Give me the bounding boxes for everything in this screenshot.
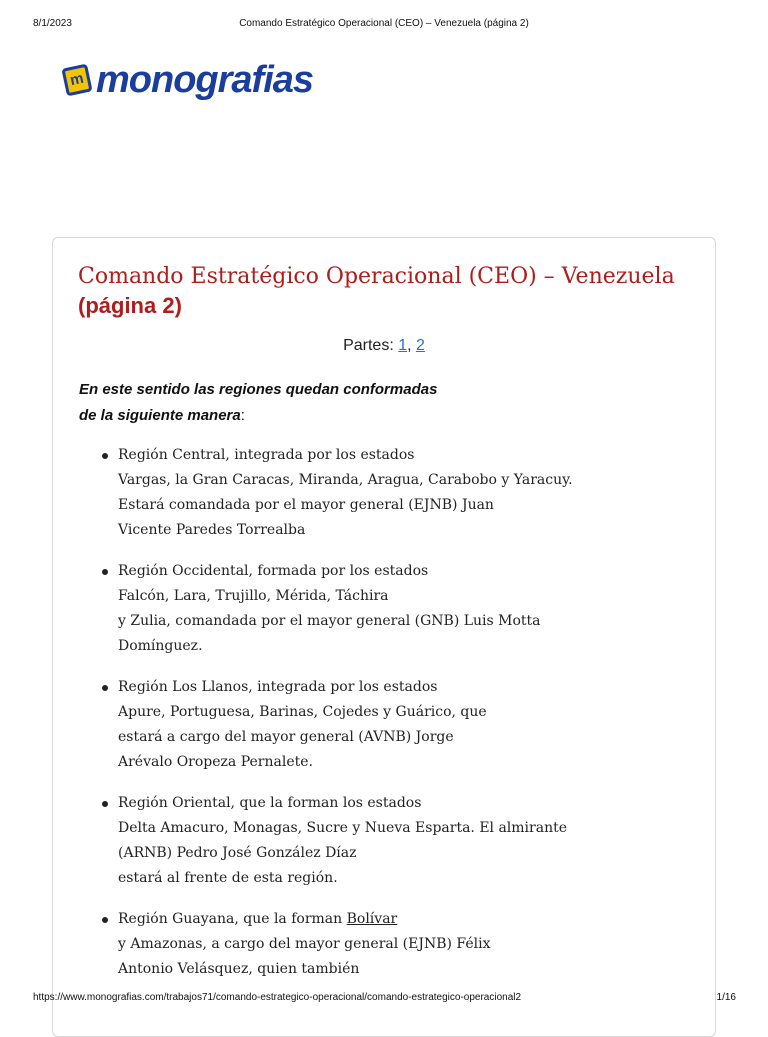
region-line: Delta Amacuro, Monagas, Sucre y Nueva Esparta. El almirante — [118, 820, 568, 836]
print-date: 8/1/2023 — [33, 18, 72, 29]
part-link-1[interactable]: 1 — [398, 337, 408, 354]
logo-wordmark: monografias — [96, 59, 314, 101]
region-line: Vicente Paredes Torrealba — [118, 522, 306, 538]
print-page-number: 1/16 — [716, 992, 736, 1003]
print-footer — [0, 992, 768, 1006]
bullet-icon — [102, 917, 108, 923]
region-line: Falcón, Lara, Trujillo, Mérida, Táchira — [118, 588, 389, 604]
parts-label: Partes: — [343, 337, 394, 354]
region-line: y Amazonas, a cargo del mayor general (EJNB) Félix — [118, 936, 491, 952]
region-line: Apure, Portuguesa, Barinas, Cojedes y Guárico, que — [118, 704, 487, 720]
region-line: Región Los Llanos, integrada por los estados — [118, 679, 438, 695]
list-item-region-oriental — [79, 791, 679, 891]
region-line: Arévalo Oropeza Pernalete. — [118, 754, 313, 770]
intro-colon: : — [240, 407, 245, 424]
part-link-2[interactable]: 2 — [416, 337, 425, 354]
region-line: y Zulia, comandada por el mayor general (GNB) Luis Motta — [118, 613, 541, 629]
parts-navigation — [0, 337, 768, 355]
parts-separator: , — [407, 337, 417, 354]
list-item-region-occidental — [79, 559, 679, 659]
bullet-icon — [102, 801, 108, 807]
intro-line: de la siguiente manera — [79, 407, 241, 424]
region-line: Estará comandada por el mayor general (EJNB) Juan — [118, 497, 494, 513]
logo-badge-icon: m — [61, 64, 92, 97]
list-item-region-llanos — [79, 675, 679, 775]
region-line: estará al frente de esta región. — [118, 870, 338, 886]
article-title — [78, 262, 688, 320]
print-url: https://www.monografias.com/trabajos71/comando-estrategico-operacional/comando-estrategico-operacional2 — [33, 992, 522, 1003]
bullet-icon — [102, 453, 108, 459]
region-line: Región Occidental, formada por los estados — [118, 563, 429, 579]
region-line: Vargas, la Gran Caracas, Miranda, Aragua, Carabobo y Yaracuy. — [118, 472, 573, 488]
monografias-logo[interactable] — [64, 59, 314, 102]
region-line: Domínguez. — [118, 638, 203, 654]
bullet-icon — [102, 569, 108, 575]
bolivar-link[interactable]: Bolívar — [346, 911, 398, 927]
print-page-title: Comando Estratégico Operacional (CEO) – Venezuela (página 2) — [239, 18, 529, 29]
region-line: (ARNB) Pedro José González Díaz — [118, 845, 357, 861]
region-line: Región Guayana, que la forman — [118, 911, 347, 927]
intro-line: En este sentido las regiones quedan conformadas — [79, 381, 438, 398]
region-line: Antonio Velásquez, quien también — [118, 961, 360, 977]
region-line: estará a cargo del mayor general (AVNB) Jorge — [118, 729, 454, 745]
regions-list — [79, 443, 679, 998]
region-line: Región Central, integrada por los estados — [118, 447, 415, 463]
list-item-region-guayana — [79, 907, 679, 982]
article-title-page: (página 2) — [78, 293, 182, 318]
bullet-icon — [102, 685, 108, 691]
intro-paragraph — [79, 377, 679, 429]
article-title-main: Comando Estratégico Operacional (CEO) – Venezuela — [78, 264, 675, 289]
region-line: Región Oriental, que la forman los estados — [118, 795, 422, 811]
list-item-region-central — [79, 443, 679, 543]
print-header — [0, 18, 768, 32]
